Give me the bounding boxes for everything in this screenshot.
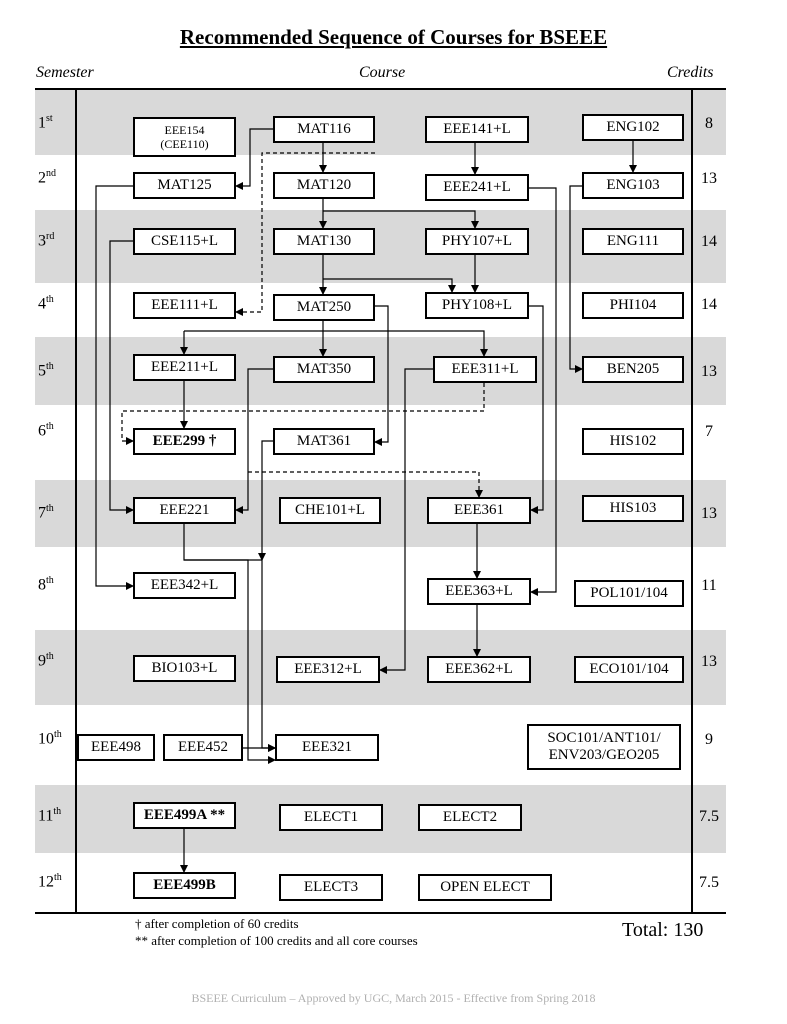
course-box-elect3: ELECT3 <box>279 874 383 901</box>
prerequisite-arrow <box>96 186 133 586</box>
total-credits: Total: 130 <box>622 919 704 941</box>
semester-suffix: th <box>53 806 62 817</box>
prerequisite-arrow <box>529 306 543 510</box>
prerequisite-arrow <box>375 306 388 442</box>
semester-suffix: th <box>46 361 54 372</box>
prerequisite-arrow <box>262 441 273 560</box>
semester-suffix: rd <box>46 231 55 242</box>
course-box-eee141: EEE141+L <box>425 116 529 143</box>
semester-number: 6 <box>38 422 46 440</box>
course-box-eee241: EEE241+L <box>425 174 529 201</box>
course-box-eng102: ENG102 <box>582 114 684 141</box>
semester-number: 7 <box>38 504 46 522</box>
course-box-eee361: EEE361 <box>427 497 531 524</box>
semester-header: Semester <box>36 64 94 81</box>
course-box-bio103: BIO103+L <box>133 655 236 682</box>
course-header: Course <box>359 64 406 81</box>
course-box-eng111: ENG111 <box>582 228 684 255</box>
course-box-elect2: ELECT2 <box>418 804 522 831</box>
course-box-eee111: EEE111+L <box>133 292 236 319</box>
semester-suffix: th <box>46 503 54 514</box>
semester-credits: 9 <box>705 731 713 748</box>
page-title: Recommended Sequence of Courses for BSEEE <box>179 25 608 49</box>
prerequisite-arrow <box>323 279 452 292</box>
semester-credits: 7.5 <box>699 874 719 891</box>
course-box-eco101: ECO101/104 <box>574 656 684 683</box>
course-box-soc101: SOC101/ANT101/ ENV203/GEO205 <box>527 724 681 770</box>
prerequisite-arrow <box>110 241 133 510</box>
prerequisite-arrow <box>236 369 273 510</box>
course-box-mat125: MAT125 <box>133 172 236 199</box>
semester-number: 12 <box>38 873 54 891</box>
course-box-phy108: PHY108+L <box>425 292 529 319</box>
course-box-mat120: MAT120 <box>273 172 375 199</box>
course-box-pol101: POL101/104 <box>574 580 684 607</box>
semester-credits: 14 <box>701 296 717 313</box>
course-box-eee362: EEE362+L <box>427 656 531 683</box>
semester-suffix: th <box>46 421 54 432</box>
semester-suffix: th <box>46 651 54 662</box>
semester-suffix: th <box>46 575 54 586</box>
semester-suffix: th <box>46 294 54 305</box>
semester-number: 4 <box>38 295 46 313</box>
course-box-openelect: OPEN ELECT <box>418 874 552 901</box>
semester-credits: 13 <box>701 170 717 187</box>
course-box-cse115: CSE115+L <box>133 228 236 255</box>
course-box-eee221: EEE221 <box>133 497 236 524</box>
credits-header: Credits <box>667 64 714 81</box>
course-box-che101: CHE101+L <box>279 497 381 524</box>
semester-credits: 13 <box>701 653 717 670</box>
course-box-eee211: EEE211+L <box>133 354 236 381</box>
course-box-eee498: EEE498 <box>77 734 155 761</box>
course-box-his102: HIS102 <box>582 428 684 455</box>
semester-number: 8 <box>38 576 46 594</box>
course-box-eee363: EEE363+L <box>427 578 531 605</box>
semester-number: 11 <box>38 807 54 825</box>
semester-credits: 11 <box>701 577 717 594</box>
semester-credits: 14 <box>701 233 717 250</box>
course-box-his103: HIS103 <box>582 495 684 522</box>
dashed-prerequisite-arrow <box>248 472 479 497</box>
semester-suffix: th <box>54 872 62 883</box>
prerequisite-arrow <box>236 129 273 186</box>
course-box-eee311: EEE311+L <box>433 356 537 383</box>
course-box-eng103: ENG103 <box>582 172 684 199</box>
semester-number: 3 <box>38 232 46 250</box>
course-box-eee342: EEE342+L <box>133 572 236 599</box>
semester-number: 2 <box>38 169 46 187</box>
semester-suffix: th <box>54 729 62 740</box>
semester-credits: 7 <box>705 423 713 440</box>
semester-credits: 8 <box>705 115 713 132</box>
course-box-phy107: PHY107+L <box>425 228 529 255</box>
course-box-eee299: EEE299 † <box>133 428 236 455</box>
semester-suffix: st <box>46 113 53 124</box>
course-box-ben205: BEN205 <box>582 356 684 383</box>
course-box-eee452: EEE452 <box>163 734 243 761</box>
course-box-eee499b: EEE499B <box>133 872 236 899</box>
course-box-mat361: MAT361 <box>273 428 375 455</box>
semester-number: 10 <box>38 730 54 748</box>
course-box-eee154: EEE154 (CEE110) <box>133 117 236 157</box>
course-box-elect1: ELECT1 <box>279 804 383 831</box>
prerequisite-arrow <box>570 186 582 369</box>
prerequisite-arrow <box>323 211 475 228</box>
course-box-mat116: MAT116 <box>273 116 375 143</box>
semester-credits: 13 <box>701 363 717 380</box>
footnote-double-star: ** after completion of 100 credits and all core courses <box>135 933 418 948</box>
course-box-eee312: EEE312+L <box>276 656 380 683</box>
footer-note: BSEEE Curriculum – Approved by UGC, March 2015 - Effective from Spring 2018 <box>191 991 596 1005</box>
course-box-mat350: MAT350 <box>273 356 375 383</box>
semester-credits: 7.5 <box>699 808 719 825</box>
prerequisite-arrow <box>184 331 484 356</box>
course-box-eee321: EEE321 <box>275 734 379 761</box>
semester-credits: 13 <box>701 505 717 522</box>
course-box-eee499a: EEE499A ** <box>133 802 236 829</box>
course-box-phi104: PHI104 <box>582 292 684 319</box>
course-box-mat130: MAT130 <box>273 228 375 255</box>
semester-number: 1 <box>38 114 46 132</box>
semester-suffix: nd <box>46 168 56 179</box>
semester-number: 5 <box>38 362 46 380</box>
course-box-mat250: MAT250 <box>273 294 375 321</box>
prerequisite-arrow <box>184 524 275 748</box>
footnote-dagger: † after completion of 60 credits <box>135 916 299 931</box>
semester-number: 9 <box>38 652 46 670</box>
